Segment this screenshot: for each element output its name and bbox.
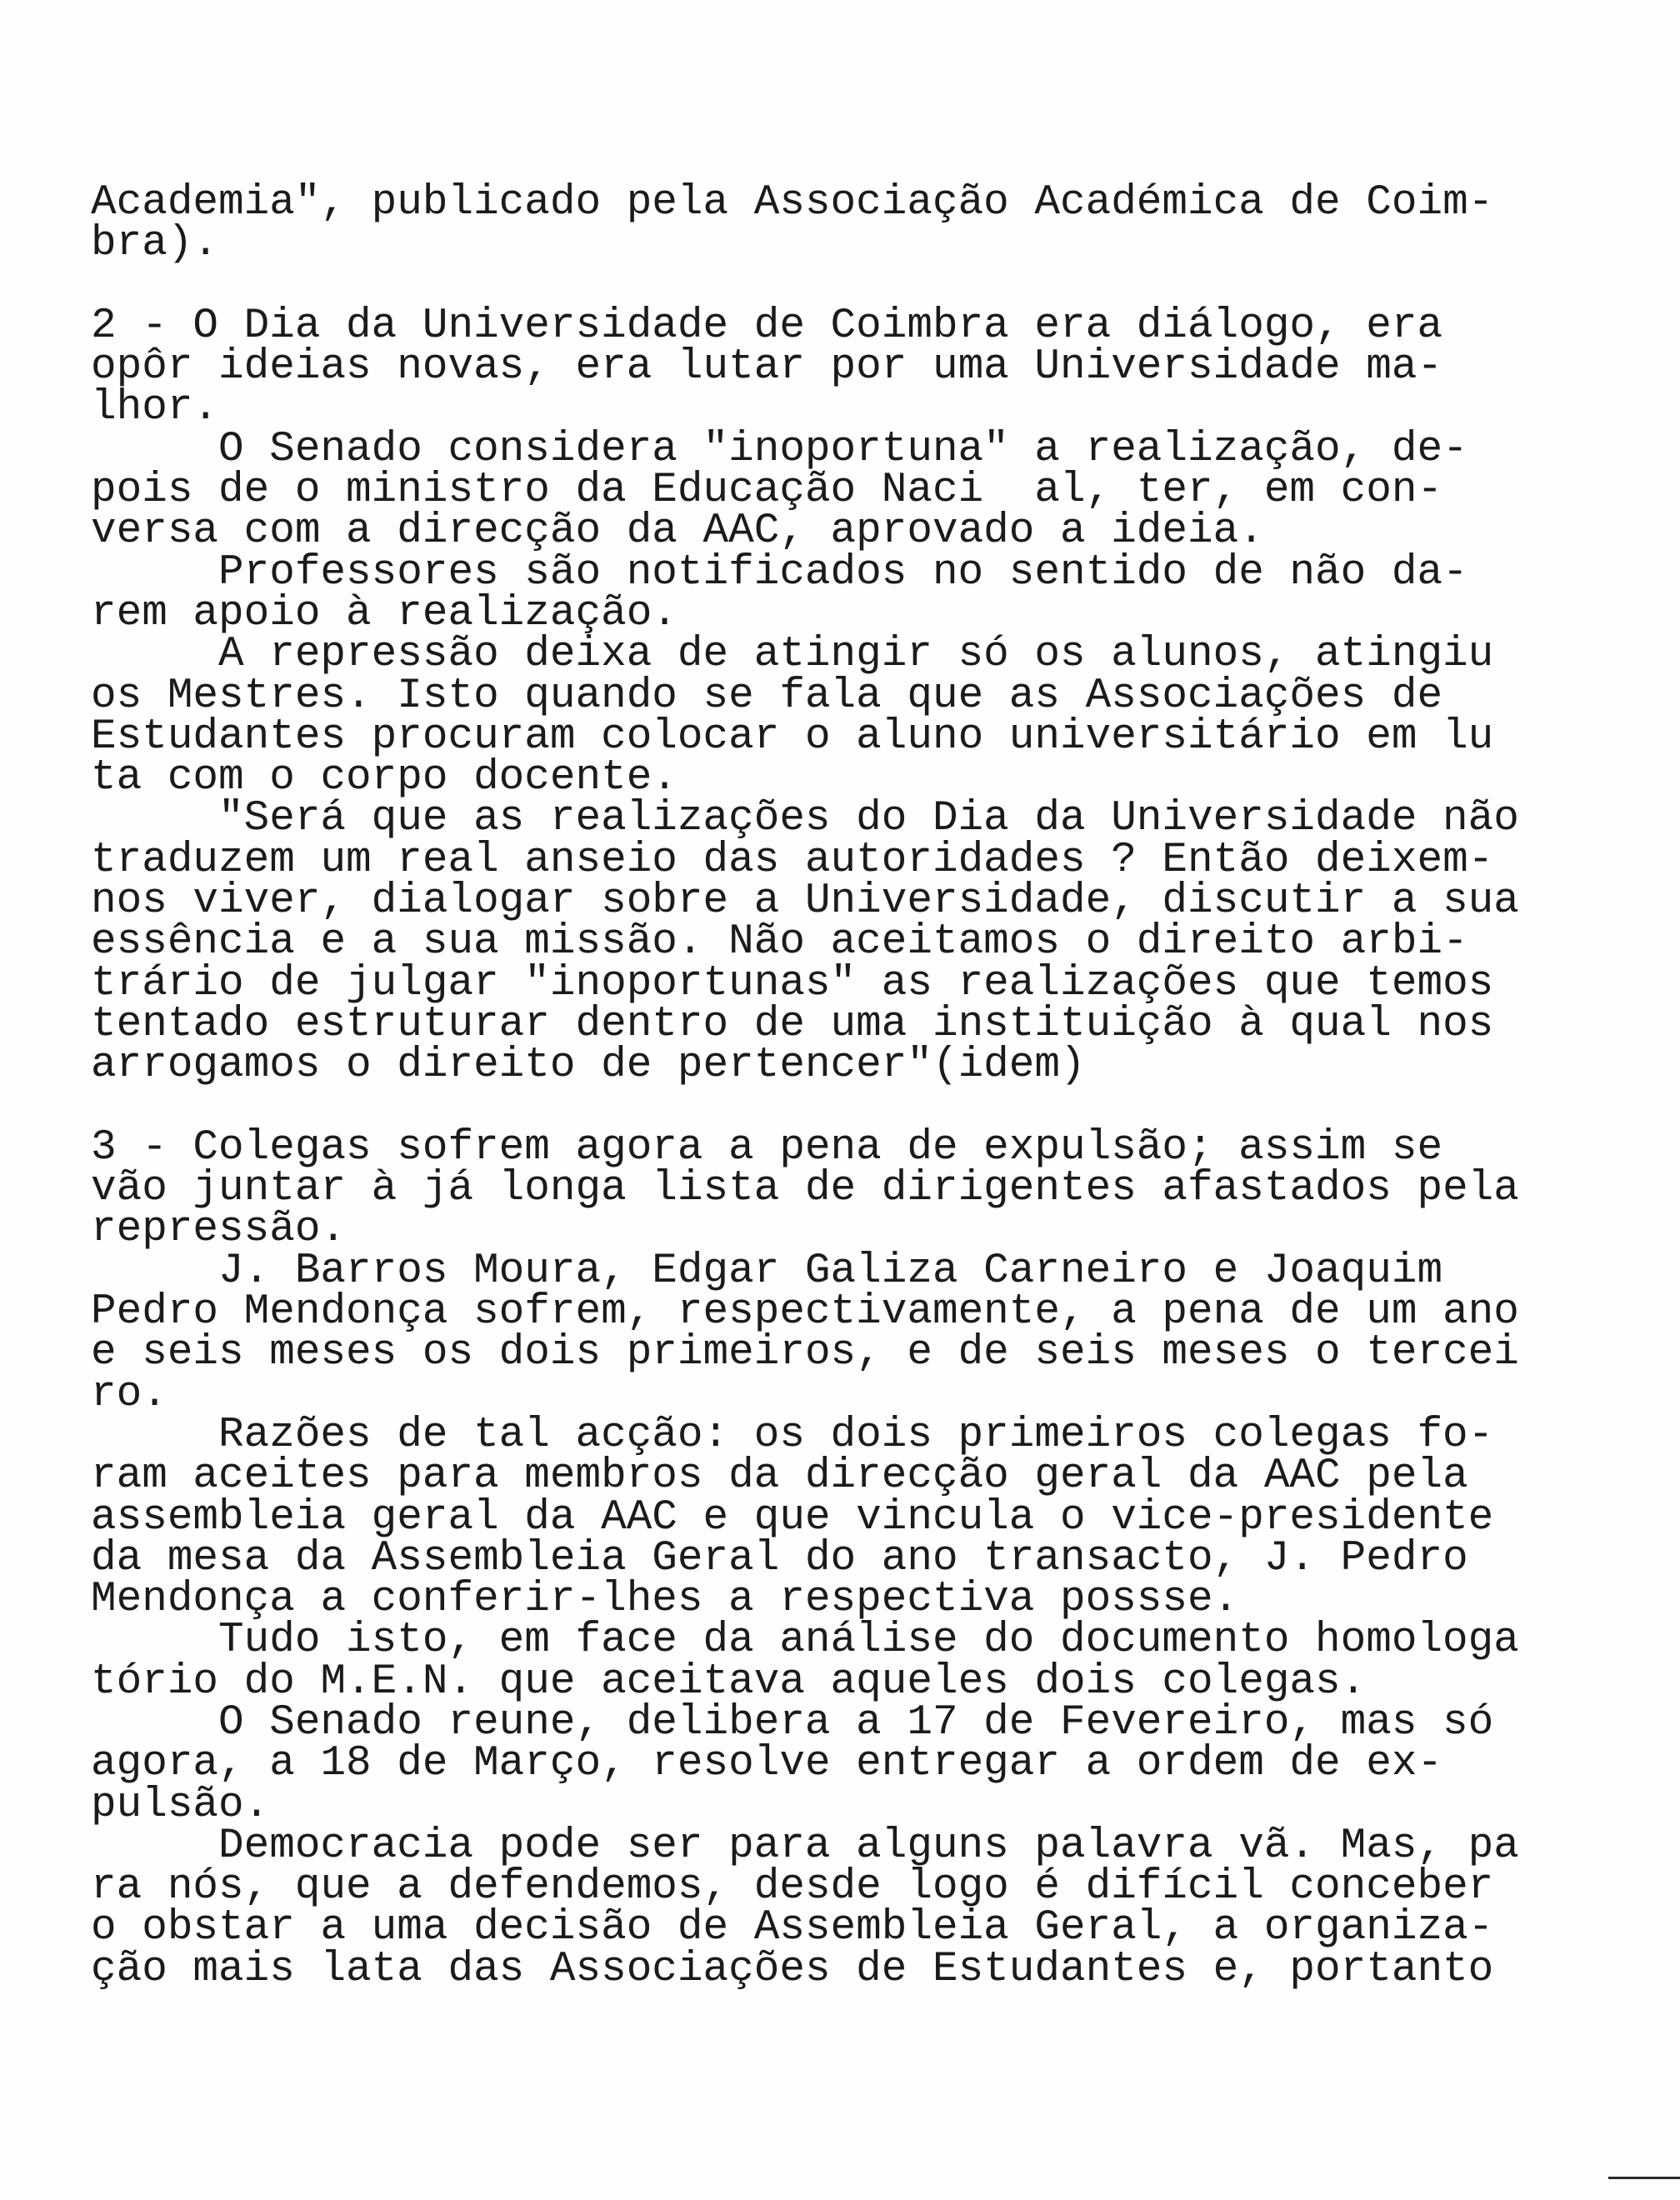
quote-line: essência e a sua missão. Não aceitamos o direito arbi- [91,918,1468,967]
text-line: vão juntar à já longa lista de dirigentes afastados pela [91,1165,1519,1213]
section-3-heading-line: 3 - Colegas sofrem agora a pena de expulsão; assim se [91,1123,1443,1172]
text-line: repressão. [91,1206,347,1254]
text-line: tório do M.E.N. que aceitava aqueles dois colegas. [91,1658,1367,1706]
typescript-body [91,179,1658,1993]
text-line: Mendonça a conferir-lhes a respectiva possse. [91,1576,1239,1624]
text-line: os Mestres. Isto quando se fala que as Associações de [91,672,1443,720]
text-line: assembleia geral da AAC e que vincula o vice-presidente [91,1493,1494,1542]
scan-edge-mark [1608,2177,1680,2179]
text-line: bra). [91,220,219,268]
text-line: pois de o ministro da Educação Naci al, ter, em con- [91,467,1443,515]
paragraph-start-line: J. Barros Moura, Edgar Galiza Carneiro e Joaquim [218,1247,1443,1295]
text-line: Academia", publicado pela Associação Académica de Coim- [91,179,1494,227]
paragraph-start-line: A repressão deixa de atingir só os alunos, atingiu [218,631,1494,679]
text-line: rem apoio à realização. [91,589,678,638]
paragraph-start-line: O Senado reune, delibera a 17 de Fevereiro, mas só [218,1698,1494,1747]
quote-start-line: "Será que as realizações do Dia da Universidade não [218,795,1519,843]
text-line: ram aceites para membros da direcção geral da AAC pela [91,1452,1468,1501]
text-line: ta com o corpo docente. [91,754,678,802]
quote-line: traduzem um real anseio das autoridades ? Então deixem- [91,836,1494,884]
paragraph-start-line: Professores são notificados no sentido de não da- [218,548,1468,597]
paragraph-start-line: O Senado considera "inoportuna" a realização, de- [218,425,1468,473]
quote-line: trário de julgar "inoportunas" as realizações que temos [91,959,1494,1008]
text-line: o obstar a uma decisão de Assembleia Geral, a organiza- [91,1904,1494,1952]
paragraph-start-line: Razões de tal acção: os dois primeiros colegas fo- [218,1411,1494,1459]
text-line: Estudantes procuram colocar o aluno universitário em lu [91,712,1494,761]
blank-line [91,265,1658,306]
text-line: da mesa da Assembleia Geral do ano transacto, J. Pedro [91,1534,1468,1582]
quote-line: tentado estruturar dentro de uma instituição à qual nos [91,1000,1494,1048]
text-line: ra nós, que a defendemos, desde logo é difícil conceber [91,1863,1494,1912]
quote-line: arrogamos o direito de pertencer"(idem) [91,1042,1086,1090]
blank-line [91,1087,1658,1128]
text-line: Pedro Mendonça sofrem, respectivamente, a pena de um ano [91,1288,1519,1337]
text-line: pulsão. [91,1781,270,1829]
text-line: opôr ideias novas, era lutar por uma Universidade ma- [91,343,1443,392]
text-line: lhor. [91,384,219,432]
text-line: agora, a 18 de Março, resolve entregar a ordem de ex- [91,1740,1443,1788]
paragraph-start-line: Tudo isto, em face da análise do documento homologa [218,1617,1519,1665]
paragraph-start-line: Democracia pode ser para alguns palavra vã. Mas, pa [218,1822,1519,1870]
text-line: ção mais lata das Associações de Estudantes e, portanto [91,1945,1494,1993]
section-2-heading-line: 2 - O Dia da Universidade de Coimbra era diálogo, era [91,302,1443,350]
text-line: e seis meses os dois primeiros, e de seis meses o tercei [91,1329,1519,1378]
quote-line: nos viver, dialogar sobre a Universidade, discutir a sua [91,878,1519,926]
text-line: versa com a direcção da AAC, aprovado a ideia. [91,508,1264,556]
text-line: ro. [91,1370,168,1418]
